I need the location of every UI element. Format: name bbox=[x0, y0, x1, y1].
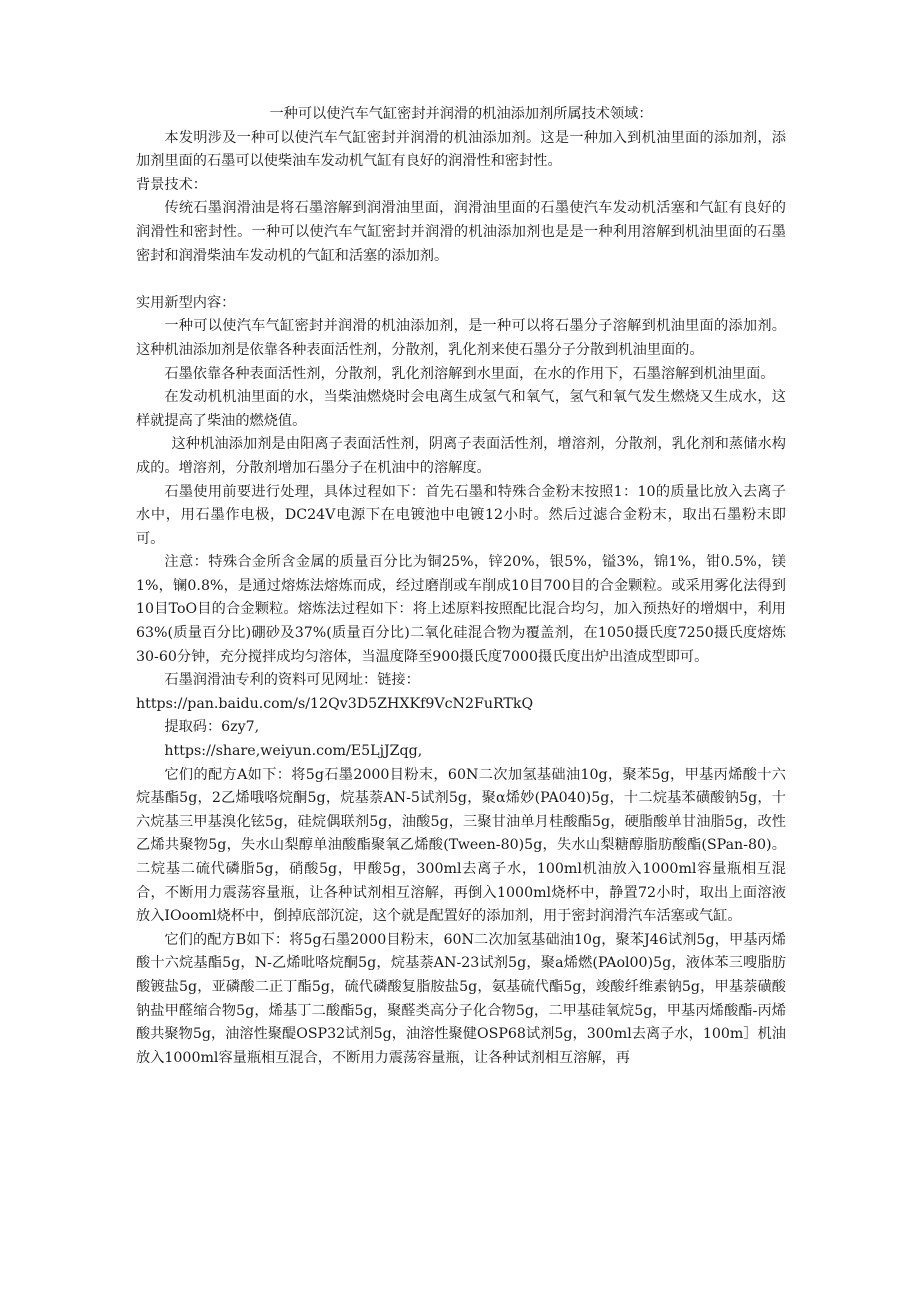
blank-line bbox=[136, 268, 786, 292]
intro-paragraph: 本发明涉及一种可以使汽车气缸密封并润滑的机油添加剂。这是一种加入到机油里面的添加剂，添加剂里面的石墨可以使柴油车发动机气缸有良好的润滑性和密封性。 bbox=[136, 129, 786, 170]
formula-b-paragraph: 它们的配方B如下：将5g石墨2000目粉末，60N二次加氢基础油10g，聚苯J46试剂5g，甲基丙烯酸十六烷基酯5g，N-乙烯吡咯烷酮5g，烷基萘AN-23试剂5g，聚a烯燃(PAol00)5g，液体苯三嗖脂肪酸镀盐5g，亚磷酸二正丁酯5g，硫代磷酸复脂胺盐5g，氨基硫代酯5g，竣酸纤维素钠5g，甲基萘磺酸钠盐甲醛缩合物5g，烯基丁二酸酯5g，聚醛类高分子化合物5g，二甲基硅氧烷5g，甲基丙烯酸酯-丙烯酸共聚物5g，油溶性聚醍OSP32试剂5g，油溶性聚健OSP68试剂5g，300ml去离子水，100m］机油放入1000ml容量瓶相互混合，不断用力震荡容量瓶，让各种试剂相互溶解，再 bbox=[136, 931, 786, 1066]
utility-paragraph-3: 在发动机机油里面的水，当柴油燃烧时会电离生成氢气和氧气，氢气和氧气发生燃烧又生成水，这样就提高了柴油的燃烧值。 bbox=[136, 389, 786, 429]
utility-paragraph-2: 石墨依靠各种表面活性剂，分散剂，乳化剂溶解到水里面，在水的作用下，石墨溶解到机油里面。 bbox=[164, 365, 775, 382]
graphite-treatment-paragraph: 石墨使用前要进行处理，具体过程如下：首先石墨和特殊合金粉末按照1：10的质量比放入去离子水中，用石墨作电极，DC24V电源下在电镀池中电镀12小时。然后过滤合金粉末，取出石墨粉末即可。 bbox=[136, 483, 786, 547]
alloy-note-paragraph: 注意：特殊合金所含金属的质量百分比为铜25%，锌20%，银5%，镒3%，锦1%，钳0.5%，镁1%，镧0.8%，是通过熔炼法熔炼而成，经过磨削或车削成10目700目的合金颗粒。或采用雾化法得到10目ToO目的合金颗粒。熔炼法过程如下：将上述原料按照配比混合均匀，加入预热好的增烟中，利用63%(质量百分比)硼砂及37%(质量百分比)二氧化硅混合物为覆盖剂，在1050摄氏度7250摄氏度熔炼30-60分钟，充分搅拌成均匀溶体，当温度降至900摄氏度7000摄氏度出炉出渣成型即可。 bbox=[136, 554, 786, 665]
baidu-link[interactable]: https://pan.baidu.com/s/12Qv3D5ZHXKf9VcN2FuRTkQ bbox=[136, 695, 534, 712]
weiyun-link[interactable]: https://share,weiyun.com/E5LjJZqg, bbox=[164, 743, 423, 760]
utility-paragraph-1: 一种可以使汽车气缸密封并润滑的机油添加剂，是一种可以将石墨分子溶解到机油里面的添加剂。这种机油添加剂是依靠各种表面活性剂，分散剂，乳化剂来使石墨分子分散到机油里面的。 bbox=[136, 318, 786, 358]
utility-heading: 实用新型内容： bbox=[136, 294, 236, 311]
document-body bbox=[136, 103, 786, 1070]
document-title: 一种可以使汽车气缸密封并润滑的机油添加剂所属技术领域： bbox=[269, 106, 653, 122]
formula-a-paragraph: 它们的配方A如下：将5g石墨2000目粉末，60N二次加氢基础油10g，聚苯5g，甲基丙烯酸十六烷基酯5g，2乙烯哦咯烷酮5g，烷基萘AN-5试剂5g，聚α烯妙(PA040)5g，十二烷基苯磺酸钠5g，十六烷基三甲基溴化铉5g，硅烷偶联剂5g，油酸5g，三聚甘油单月桂酸酯5g，硬脂酸单甘油脂5g，改性乙烯共聚物5g，失水山梨醇单油酸酯聚氧乙烯酸(Tween-80)5g，失水山梨糖醇脂肪酸酯(SPan-80)。二烷基二硫代磷脂5g，硝酸5g，甲酸5g，300ml去离子水，100ml机油放入1000ml容量瓶相互混合，不断用力震荡容量瓶，让各种试剂相互溶解，再倒入1000ml烧杯中，静置72小时，取出上面溶液放入IOooml烧杯中，倒掉底部沉淀，这个就是配置好的添加剂，用于密封润滑汽车活塞或气缸。 bbox=[136, 766, 786, 925]
links-label: 石墨润滑油专利的资料可见网址：链接： bbox=[164, 672, 420, 689]
background-heading: 背景技术： bbox=[136, 176, 207, 193]
extraction-code: 提取码：6zy7, bbox=[164, 719, 260, 736]
utility-paragraph-4: 这种机油添加剂是由阳离子表面活性剂，阴离子表面活性剂，增溶剂，分散剂，乳化剂和蒸储水构成的。增溶剂，分散剂增加石墨分子在机油中的溶解度。 bbox=[136, 436, 786, 476]
background-paragraph: 传统石墨润滑油是将石墨溶解到润滑油里面，润滑油里面的石墨使汽车发动机活塞和气缸有良好的润滑性和密封性。一种可以使汽车气缸密封并润滑的机油添加剂也是是一种利用溶解到机油里面的石墨密封和润滑柴油车发动机的气缸和活塞的添加剂。 bbox=[136, 200, 786, 264]
